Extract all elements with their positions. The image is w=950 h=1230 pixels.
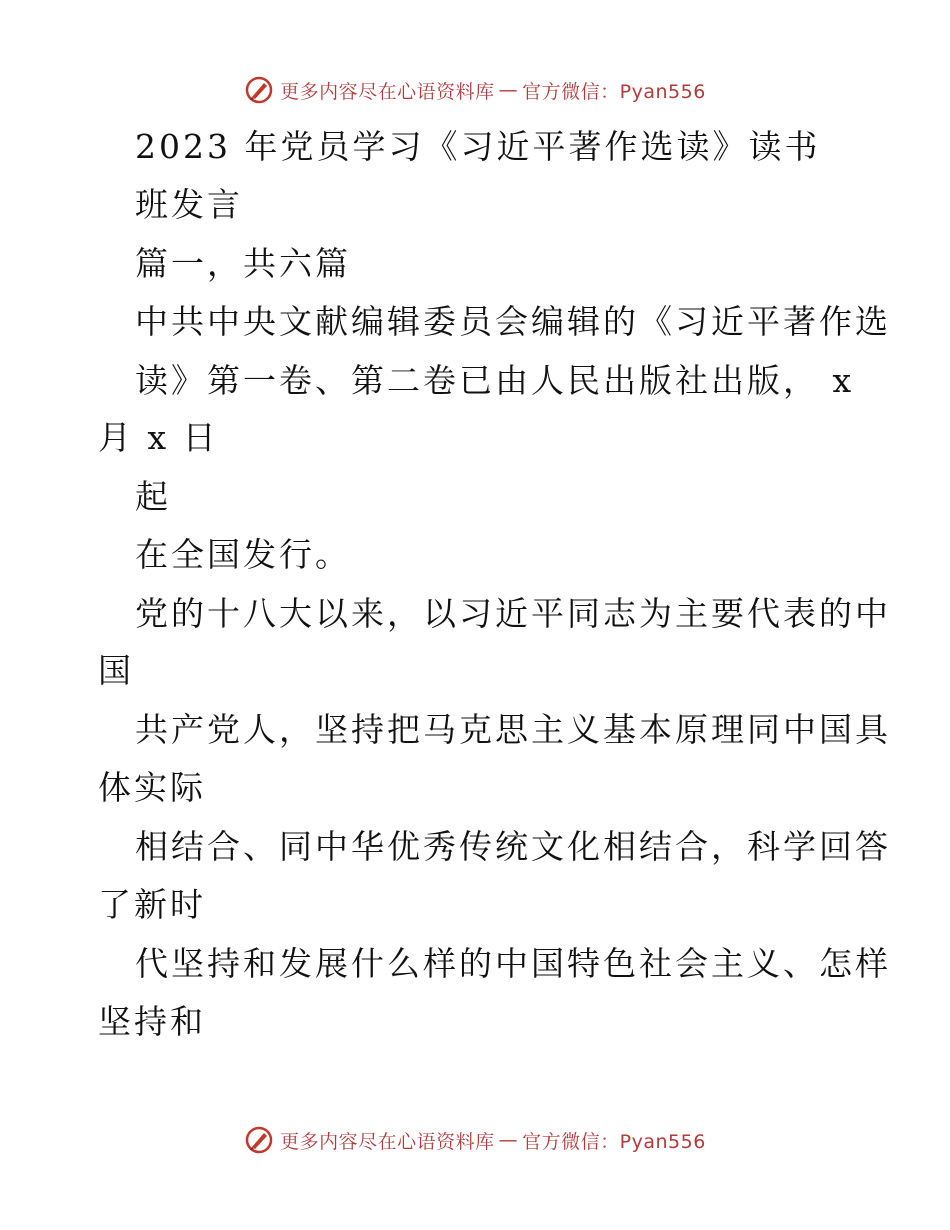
paragraph-line: 了新时: [98, 885, 206, 924]
paragraph-line: 相结合、同中华优秀传统文化相结合，科学回答: [135, 827, 891, 866]
watermark-prefix-text: 更多内容尽在心语资料库: [280, 80, 495, 103]
paragraph-line: 读》第一卷、第二卷已由人民出版社出版， x: [135, 361, 855, 400]
paragraph-line: 国: [98, 651, 134, 690]
watermark-banner-bottom: [0, 1120, 950, 1160]
paragraph-line: 月 x 日: [98, 418, 219, 457]
watermark-separator: —: [498, 79, 519, 101]
watermark-prefix-text: 更多内容尽在心语资料库: [280, 1130, 495, 1153]
document-title-line-1: 2023 年党员学习《习近平著作选读》读书: [135, 127, 821, 166]
paragraph-line: 坚持和: [98, 1002, 206, 1041]
document-title-line-2: 班发言: [135, 185, 243, 224]
paragraph-line: 中共中央文献编辑委员会编辑的《习近平著作选: [135, 302, 891, 341]
watermark-contact-text: 官方微信：Pyan556: [522, 1130, 706, 1153]
pen-logo-icon: [244, 1125, 274, 1155]
section-heading: 篇一，共六篇: [135, 244, 351, 283]
paragraph-line: 共产党人，坚持把马克思主义基本原理同中国具: [135, 710, 891, 749]
paragraph-line: 起: [135, 477, 171, 516]
paragraph-line: 体实际: [98, 768, 206, 807]
paragraph-line: 代坚持和发展什么样的中国特色社会主义、怎样: [135, 944, 891, 983]
watermark-separator: —: [498, 1129, 519, 1151]
paragraph-line: 党的十八大以来，以习近平同志为主要代表的中: [135, 594, 891, 633]
paragraph-line: 在全国发行。: [135, 535, 351, 574]
watermark-contact-text: 官方微信：Pyan556: [522, 80, 706, 103]
